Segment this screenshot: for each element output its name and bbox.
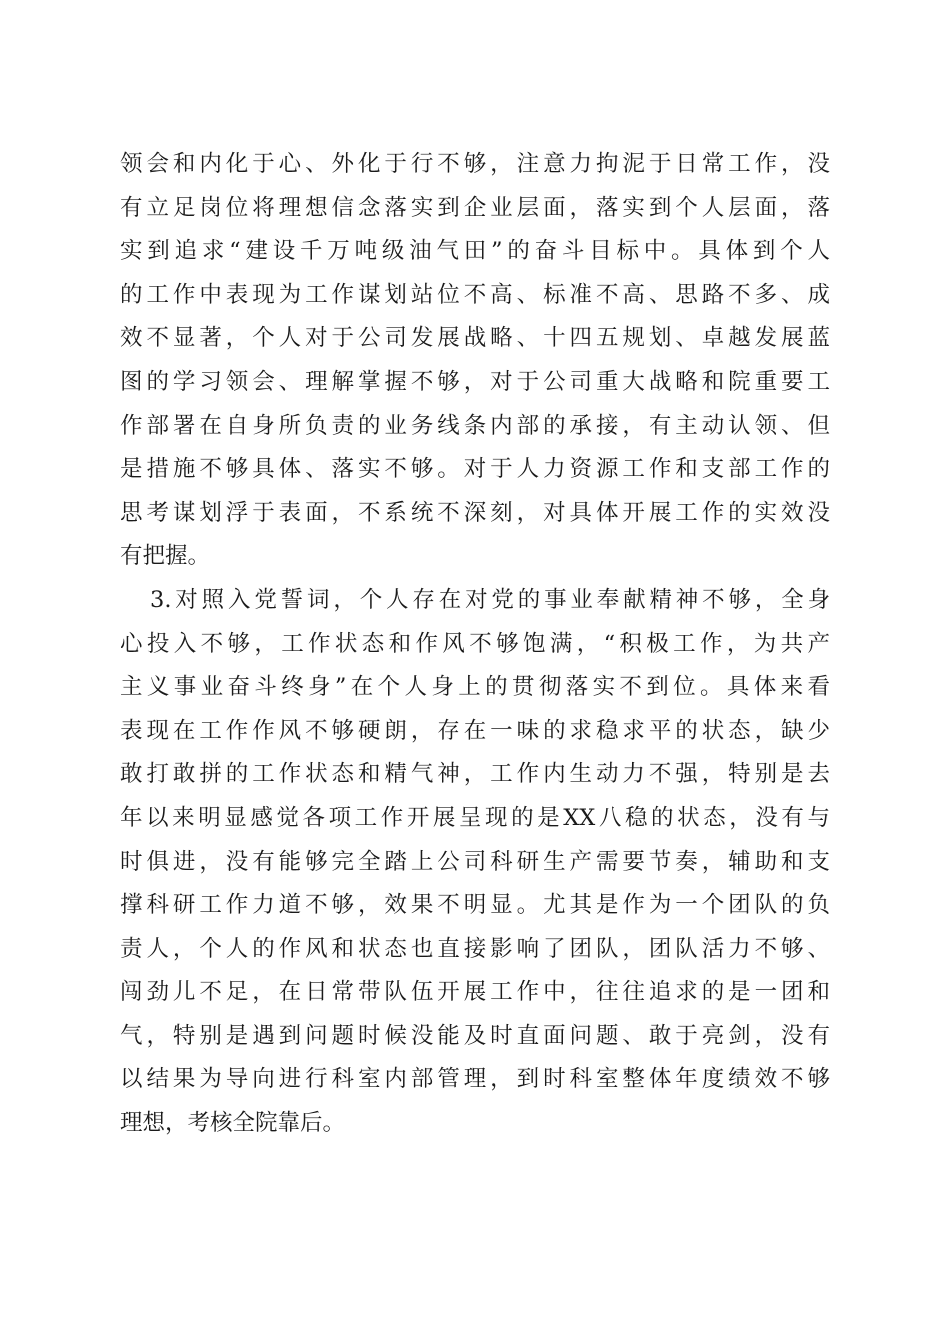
text-line: 领会和内化于心、外化于行不够，注意力拘泥于日常工作，没 bbox=[120, 151, 830, 177]
text-line: 责人，个人的作风和状态也直接影响了团队，团队活力不够、 bbox=[120, 935, 830, 962]
text-line: 闯劲儿不足，在日常带队伍开展工作中，往往追求的是一团和 bbox=[120, 979, 830, 1006]
text-line: 有把握。 bbox=[120, 543, 211, 570]
text-line: 3.对照入党誓词，个人存在对党的事业奉献精神不够，全身 bbox=[150, 586, 830, 613]
text-line: 撑科研工作力道不够，效果不明显。尤其是作为一个团队的负 bbox=[120, 892, 830, 919]
document-body bbox=[120, 143, 830, 1146]
paragraph-2 bbox=[120, 579, 830, 1146]
text-line: 理想，考核全院靠后。 bbox=[120, 1110, 346, 1137]
text-line: 效不显著，个人对于公司发展战略、十四五规划、卓越发展蓝 bbox=[120, 325, 830, 352]
text-line: 是措施不够具体、落实不够。对于人力资源工作和支部工作的 bbox=[120, 456, 830, 483]
text-line: 气，特别是遇到问题时候没能及时直面问题、敢于亮剑，没有 bbox=[120, 1022, 830, 1049]
text-line: 主义事业奋斗终身”在个人身上的贯彻落实不到位。具体来看 bbox=[120, 674, 830, 701]
text-line: 心投入不够，工作状态和作风不够饱满，“积极工作，为共产 bbox=[120, 630, 830, 657]
text-line: 以结果为导向进行科室内部管理，到时科室整体年度绩效不够 bbox=[120, 1066, 830, 1093]
text-line: 表现在工作作风不够硬朗，存在一味的求稳求平的状态，缺少 bbox=[120, 717, 830, 744]
paragraph-1 bbox=[120, 143, 830, 579]
text-line: 敢打敢拼的工作状态和精气神，工作内生动力不强，特别是去 bbox=[120, 761, 830, 788]
text-line: 作部署在自身所负责的业务线条内部的承接，有主动认领、但 bbox=[120, 412, 830, 439]
text-line: 思考谋划浮于表面，不系统不深刻，对具体开展工作的实效没 bbox=[120, 499, 830, 526]
text-line: 实到追求“建设千万吨级油气田”的奋斗目标中。具体到个人 bbox=[120, 238, 830, 265]
text-line: 年以来明显感觉各项工作开展呈现的是XX八稳的状态，没有与 bbox=[120, 804, 830, 831]
text-line: 图的学习领会、理解掌握不够，对于公司重大战略和院重要工 bbox=[120, 368, 830, 395]
text-line: 有立足岗位将理想信念落实到企业层面，落实到个人层面，落 bbox=[120, 194, 830, 221]
text-line: 的工作中表现为工作谋划站位不高、标准不高、思路不多、成 bbox=[120, 281, 830, 308]
text-line: 时俱进，没有能够完全踏上公司科研生产需要节奏，辅助和支 bbox=[120, 848, 830, 875]
